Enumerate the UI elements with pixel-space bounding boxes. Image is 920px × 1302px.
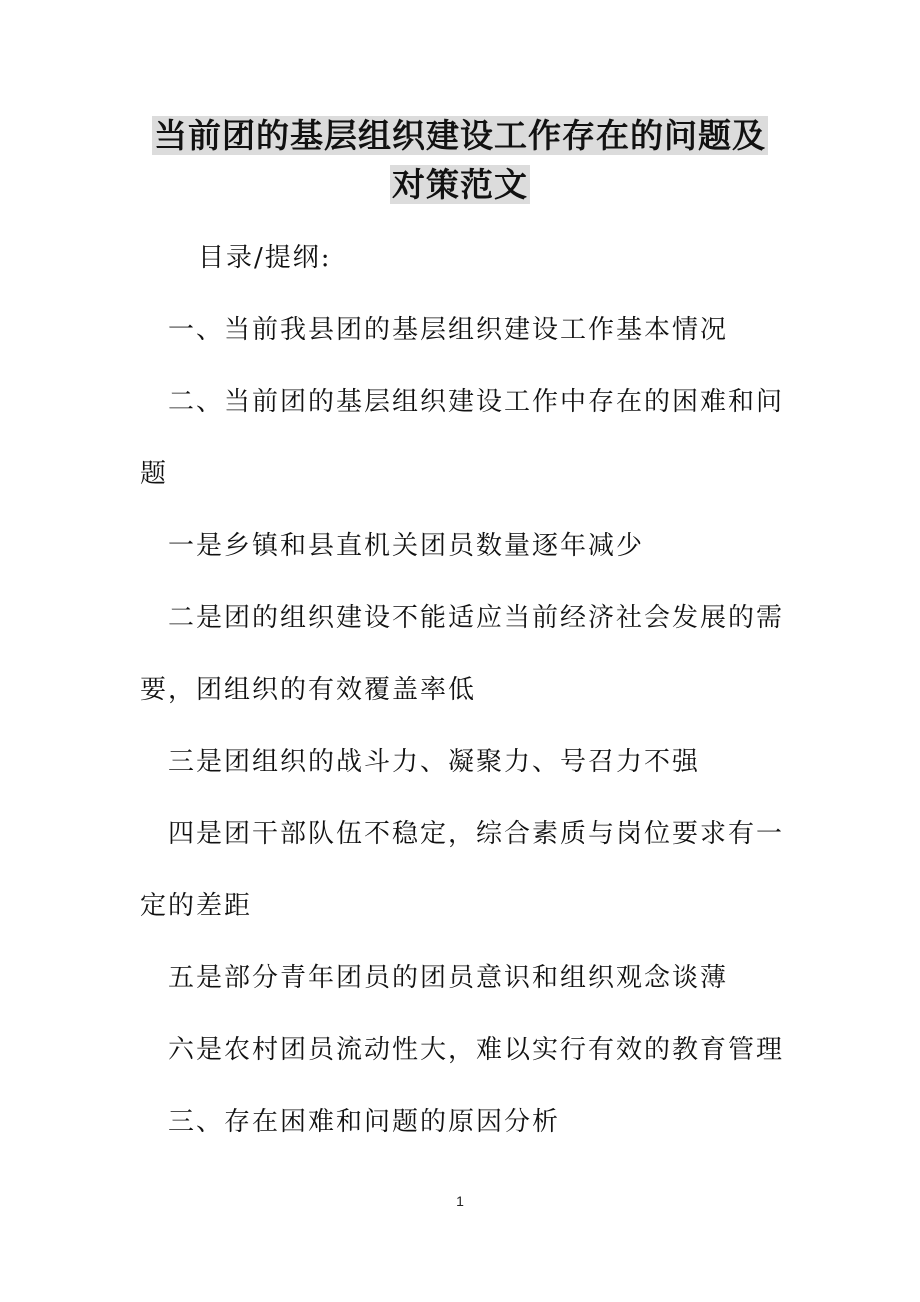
outline-section-1: 一、当前我县团的基层组织建设工作基本情况 xyxy=(168,315,729,345)
document-title-line-2: 对策范文 xyxy=(392,165,528,204)
outline-section-2-continued: 题 xyxy=(140,459,169,489)
outline-point-6: 六是农村团员流动性大，难以实行有效的教育管理 xyxy=(168,1035,785,1065)
outline-point-2: 二是团的组织建设不能适应当前经济社会发展的需 xyxy=(168,603,785,633)
outline-point-4-continued: 定的差距 xyxy=(140,891,253,921)
outline-point-4: 四是团干部队伍不稳定，综合素质与岗位要求有一 xyxy=(168,819,785,849)
page-number: 1 xyxy=(456,1193,464,1209)
outline-point-5: 五是部分青年团员的团员意识和组织观念谈薄 xyxy=(168,963,729,993)
document-title-line-1: 当前团的基层组织建设工作存在的问题及 xyxy=(154,116,766,155)
toc-label: 目录/提纲: xyxy=(198,243,332,273)
outline-point-3: 三是团组织的战斗力、凝聚力、号召力不强 xyxy=(168,747,701,777)
outline-point-1: 一是乡镇和县直机关团员数量逐年减少 xyxy=(168,531,645,561)
outline-point-2-continued: 要，团组织的有效覆盖率低 xyxy=(140,675,477,705)
outline-section-2: 二、当前团的基层组织建设工作中存在的困难和问 xyxy=(168,387,785,417)
outline-section-3: 三、存在困难和问题的原因分析 xyxy=(168,1107,561,1137)
